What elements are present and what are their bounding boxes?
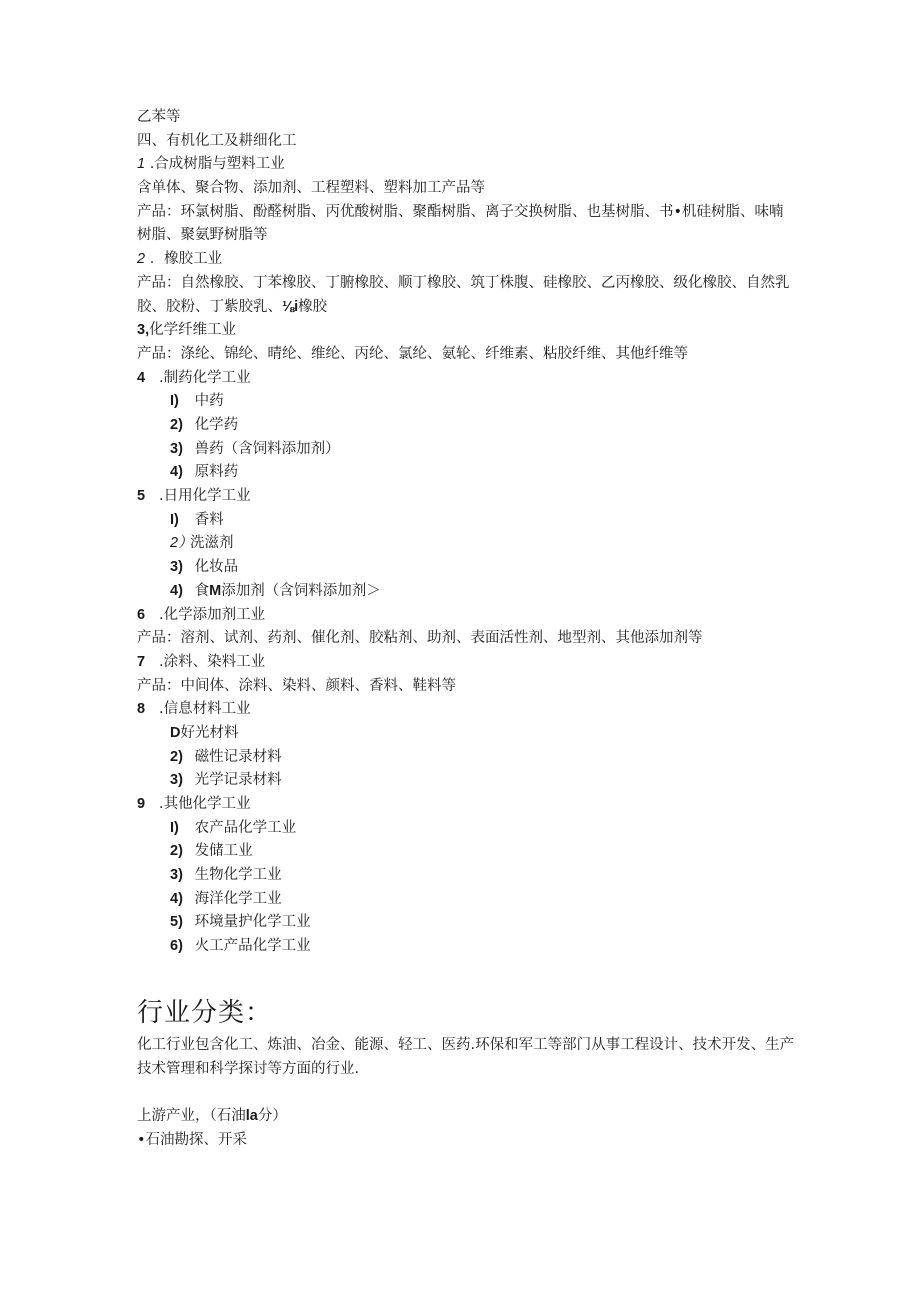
subsection-label: .化学添加剂工业 — [159, 606, 266, 623]
garbled-text: ⅛i — [282, 298, 299, 315]
subsection-number: 1 — [137, 156, 146, 173]
text-line: 产品：涤纶、锦纶、晴纶、维纶、丙纶、氯纶、氨轮、纤维素、粘胶纤维、其他纤维等 — [137, 345, 688, 362]
list-item: 2) 化学药 — [170, 417, 239, 433]
text-line: 产品：溶剂、试剂、药剂、催化剂、胶粘剂、助剂、表面活性剂、地型剂、其他添加剂等 — [137, 630, 703, 647]
text-line: 产品：中间体、涂料、染料、颜料、香料、鞋料等 — [137, 677, 456, 694]
text-line: 乙苯等 — [137, 109, 181, 125]
subsection-label: .合成树脂与塑料工业 — [149, 156, 285, 173]
subsection-label: .日用化学工业 — [159, 488, 251, 505]
subsection-title — [137, 367, 797, 391]
subsection-label: ．橡胶工业 — [149, 251, 223, 268]
text-paragraph: 化工行业包含化工、炼油、冶金、能源、轻工、医药.环保和军工等部门从事工程设计、技术开发、生产技术管理和科学探讨等方面的行业. — [137, 1036, 795, 1077]
subsection-label: .制药化学工业 — [159, 369, 251, 386]
text-paragraph: 产品：环氯树脂、酚醛树脂、丙优酸树脂、聚酯树脂、离子交换树脂、也基树脂、书•机硅树脂、味喃树脂、聚氨野树脂等 — [137, 203, 784, 244]
list-item: 4) 食M添加剂（含饲料添加剂＞ — [170, 582, 381, 599]
subsection-label: .其他化学工业 — [159, 796, 251, 812]
subsection-label: 化学纤维工业 — [149, 322, 237, 339]
list-item: 3) 化妆品 — [170, 559, 239, 576]
list-item: 4) 原料药 — [170, 464, 239, 481]
text-line: 上游产业，（石油la分） — [137, 1108, 287, 1125]
subsection-number: 5 — [137, 488, 146, 505]
subsection-title — [137, 604, 797, 628]
list-item: 4) 海洋化学工业 — [170, 890, 282, 907]
list-item: D好光材料 — [170, 724, 239, 741]
subsection-number: 8 — [137, 701, 146, 718]
text-span: 产品：自然橡胶、丁苯橡胶、丁腑橡胶、顺丁橡胶、筑丁株腹、硅橡胶、乙丙橡胶、级化橡胶、自然乳胶、胶粉、丁紫胶乳、 — [137, 274, 790, 315]
subsection-number: 9 — [137, 796, 146, 812]
list-item: 5) 环境量护化学工业 — [170, 914, 311, 931]
heading-industry-classification: 行业分类： — [137, 997, 273, 1028]
text-line: •石油勘探、开采 — [137, 1131, 248, 1148]
subsection-title — [137, 248, 797, 272]
subsection-number: 7 — [137, 653, 146, 670]
spacer — [137, 1081, 797, 1105]
subsection-number: 6 — [137, 606, 146, 623]
list-item: 6) 火工产品化学工业 — [170, 938, 311, 955]
subsection-label: .信息材料工业 — [159, 701, 251, 718]
subsection-label: .涂料、染料工业 — [159, 653, 266, 670]
text-line: 含单体、聚合物、添加剂、工程塑料、塑料加工产品等 — [137, 180, 485, 197]
list-item: 2）洗滋剂 — [170, 535, 234, 552]
subsection-title — [137, 485, 797, 509]
subsection-number: 4 — [137, 369, 146, 386]
list-item: 3) 生物化学工业 — [170, 867, 282, 884]
section-title: 四、有机化工及耕细化工 — [137, 132, 297, 149]
list-item: I) 中药 — [170, 393, 224, 410]
subsection-title — [137, 651, 797, 675]
subsection-title — [137, 793, 797, 817]
subsection-number: 3, — [137, 322, 150, 339]
text-paragraph — [137, 272, 797, 319]
subsection-number: 2 — [137, 251, 146, 268]
subsection-title — [137, 698, 797, 722]
subsection-title — [137, 319, 797, 343]
list-item: 3) 兽药（含饲料添加剂） — [170, 440, 340, 457]
list-item: 2) 发储工业 — [170, 843, 253, 860]
list-item: 2) 磁性记录材料 — [170, 748, 282, 765]
list-item: 3) 光学记录材料 — [170, 772, 282, 789]
list-item: I) 农产品化学工业 — [170, 819, 297, 836]
subsection-title — [137, 153, 797, 177]
list-item: I) 香料 — [170, 511, 224, 528]
document-page — [137, 106, 797, 1153]
text-span: 橡胶 — [298, 298, 328, 315]
